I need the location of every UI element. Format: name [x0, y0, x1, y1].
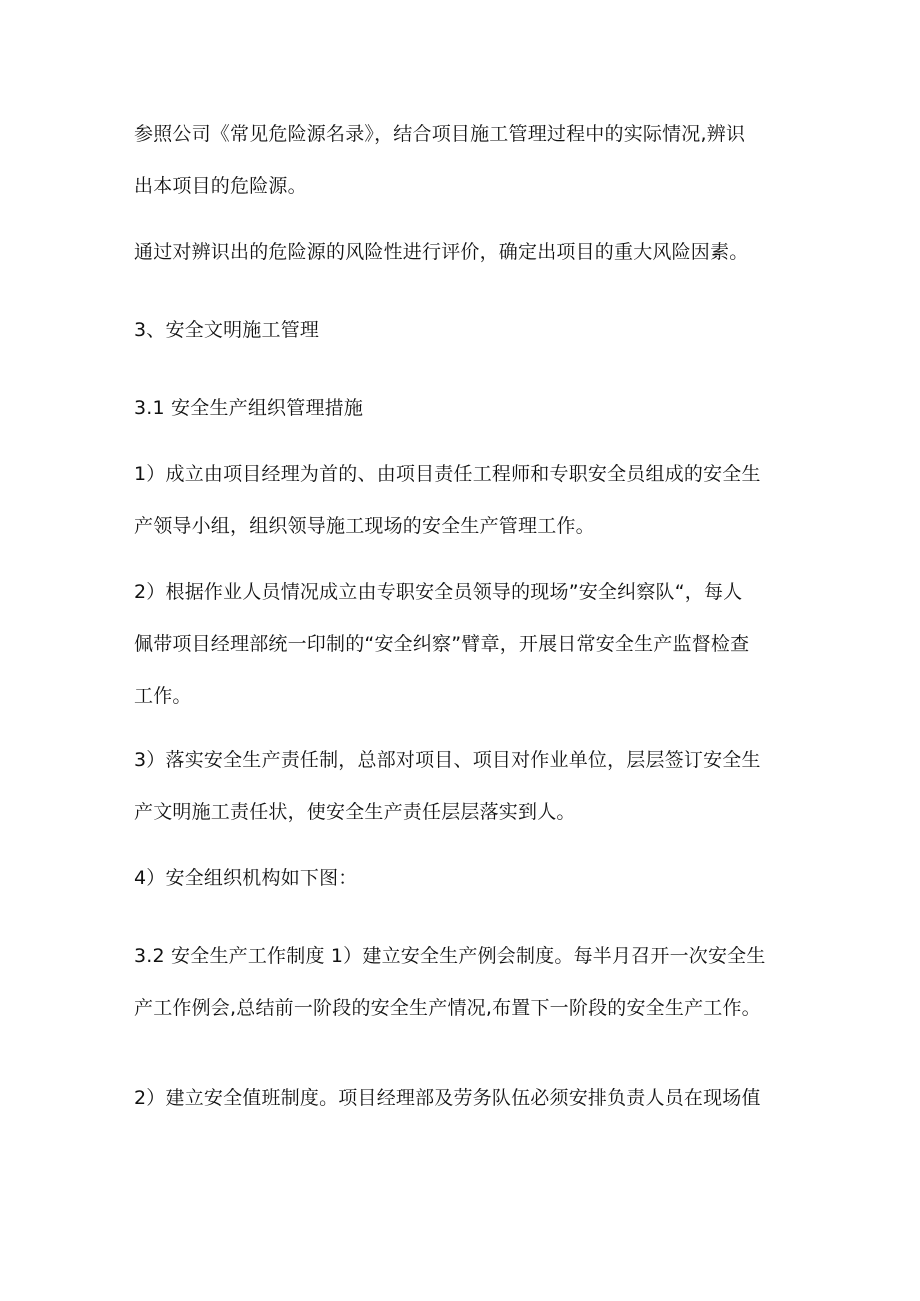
text-line: 工作。 — [134, 685, 192, 707]
text-line: 2）根据作业人员情况成立由专职安全员领导的现场”安全纠察队“，每人 — [134, 581, 743, 603]
paragraph-item-2 — [134, 566, 796, 722]
text-line: 3.1 安全生产组织管理措施 — [134, 397, 364, 419]
text-line: 产领导小组，组织领导施工现场的安全生产管理工作。 — [134, 515, 595, 537]
text-line: 佩带项目经理部统一印制的“安全纠察”臂章，开展日常安全生产监督检查 — [134, 633, 750, 655]
text-line: 3）落实安全生产责任制，总部对项目、项目对作业单位，层层签订安全生 — [134, 749, 761, 771]
text-line: 产工作例会,总结前一阶段的安全生产情况,布置下一阶段的安全生产工作。 — [134, 997, 761, 1019]
paragraph-hazard-identification — [134, 108, 796, 212]
text-line: 3、安全文明施工管理 — [134, 319, 320, 341]
paragraph-item-3 — [134, 734, 796, 838]
paragraph-item-1 — [134, 448, 796, 552]
paragraph-item-4 — [134, 852, 796, 904]
text-line: 2）建立安全值班制度。项目经理部及劳务队伍必须安排负责人员在现场值 — [134, 1087, 761, 1109]
section-heading-3-2 — [134, 930, 796, 1034]
text-line: 出本项目的危险源。 — [134, 175, 307, 197]
paragraph-duty-system — [134, 1072, 796, 1124]
text-line: 参照公司《常见危险源名录》，结合项目施工管理过程中的实际情况,辨识 — [134, 123, 746, 145]
text-line: 3.2 安全生产工作制度 1）建立安全生产例会制度。每半月召开一次安全生 — [134, 945, 766, 967]
section-heading-3-1 — [134, 382, 796, 434]
paragraph-risk-evaluation — [134, 226, 796, 278]
text-line: 4）安全组织机构如下图： — [134, 867, 358, 889]
section-heading-3 — [134, 304, 796, 356]
text-line: 通过对辨识出的危险源的风险性进行评价，确定出项目的重大风险因素。 — [134, 241, 749, 263]
text-line: 1）成立由项目经理为首的、由项目责任工程师和专职安全员组成的安全生 — [134, 463, 761, 485]
text-line: 产文明施工责任状，使安全生产责任层层落实到人。 — [134, 801, 576, 823]
